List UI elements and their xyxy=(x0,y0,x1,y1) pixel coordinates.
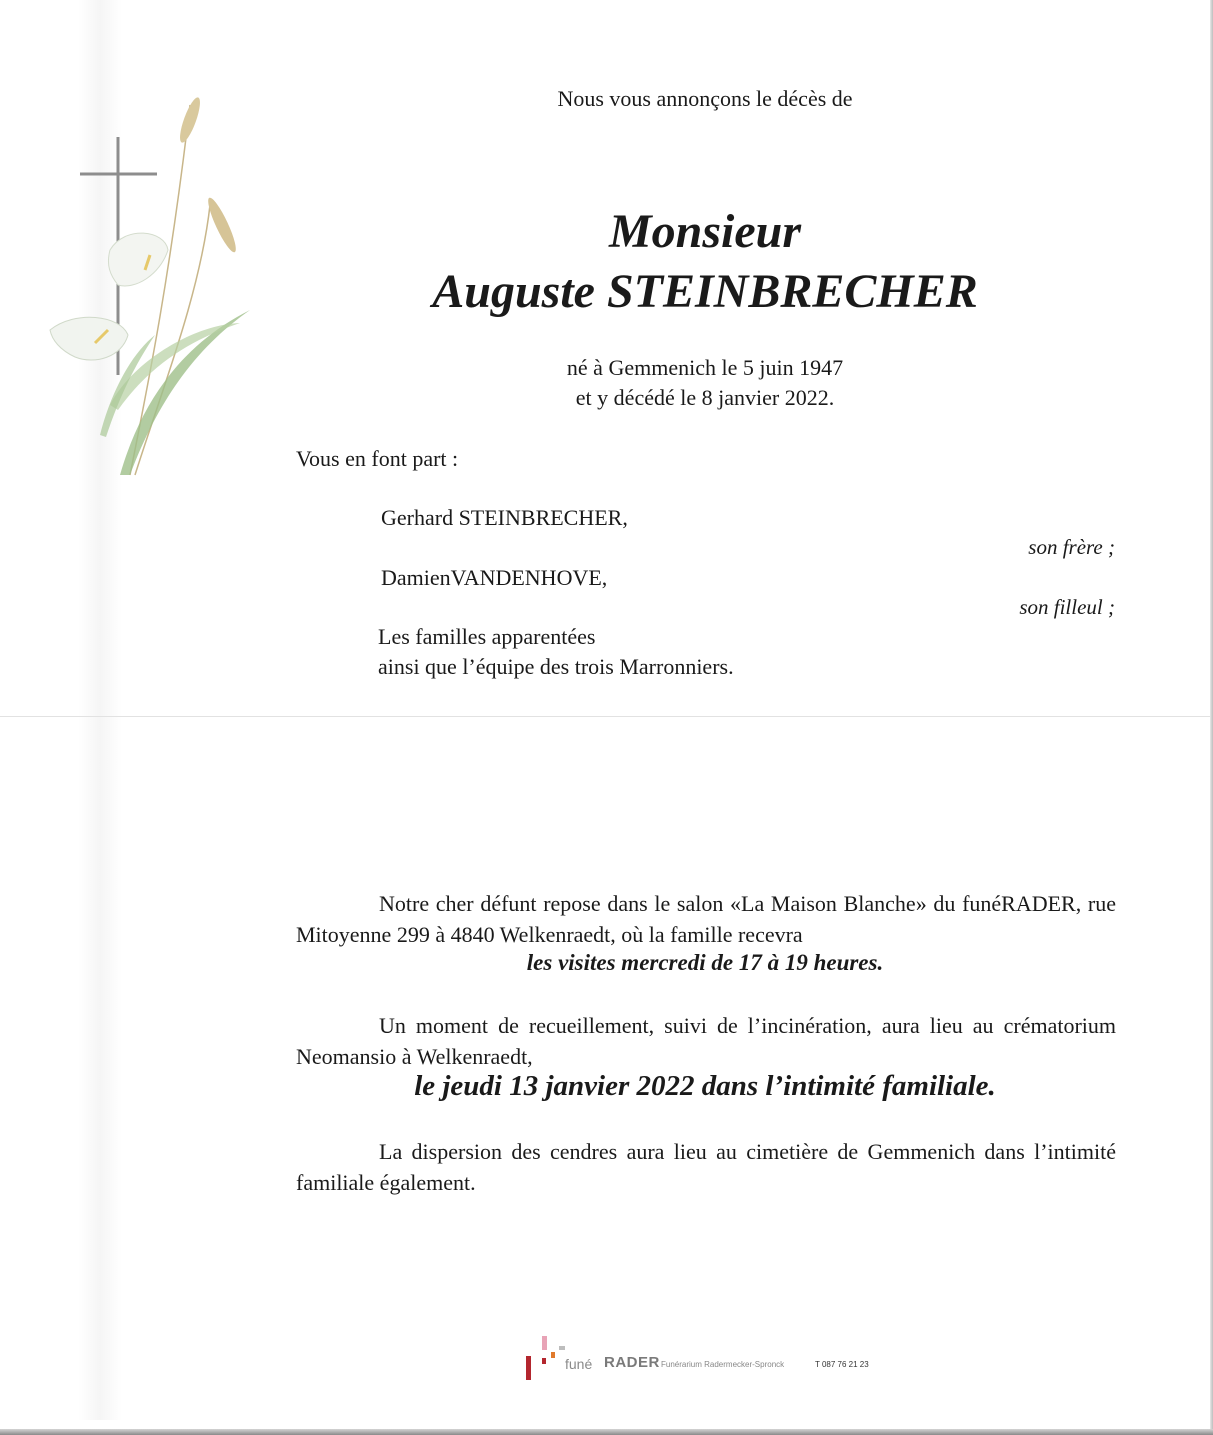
brand-prefix: funé xyxy=(565,1356,593,1372)
brand-phone: T 087 76 21 23 xyxy=(815,1360,869,1369)
related-families: Les familles apparentées xyxy=(378,624,596,649)
logo-bar-red xyxy=(526,1356,531,1380)
announcement-line: Nous vous annonçons le décès de xyxy=(557,86,853,111)
logo-bar-dark xyxy=(542,1358,546,1364)
visitation-paragraph: Notre cher défunt repose dans le salon «La Maison Blanche» du funéRADER, rue Mitoyenne 299 à 4840 Welkenraedt, où la famille recevra xyxy=(296,891,1116,947)
brand-subtitle: Funérarium Radermecker-Spronck xyxy=(661,1360,785,1369)
announcers-label: Vous en font part : xyxy=(296,446,459,471)
ceremony-date: le jeudi 13 janvier 2022 dans l’intimité familiale. xyxy=(414,1070,996,1102)
birth-line: né à Gemmenich le 5 juin 1947 xyxy=(566,355,844,380)
visitation-hours: les visites mercredi de 17 à 19 heures. xyxy=(526,950,884,975)
page-edge-bottom xyxy=(0,1429,1213,1435)
family-member-relation: son frère ; xyxy=(1028,535,1115,559)
ash-dispersion-paragraph: La dispersion des cendres aura lieu au cimetière de Gemmenich dans l’intimité familiale également. xyxy=(296,1139,1116,1195)
fold-line xyxy=(0,716,1213,717)
honorific: Monsieur xyxy=(608,205,802,258)
family-member-relation: son filleul ; xyxy=(1019,595,1115,619)
deceased-name: Auguste STEINBRECHER xyxy=(432,265,978,318)
ceremony-paragraph: Un moment de recueillement, suivi de l’incinération, aura lieu au crématorium Neomansio à Welkenraedt, xyxy=(296,1013,1116,1069)
care-team: ainsi que l’équipe des trois Marronniers. xyxy=(378,654,734,679)
family-member-name: DamienVANDENHOVE, xyxy=(381,565,608,590)
death-line: et y décédé le 8 janvier 2022. xyxy=(575,385,835,410)
logo-bar-orange xyxy=(551,1352,555,1358)
family-member-name: Gerhard STEINBRECHER, xyxy=(381,505,628,530)
funeral-home-logo xyxy=(524,1334,924,1384)
brand-name: RADER xyxy=(604,1354,660,1371)
logo-bar-grey xyxy=(559,1346,565,1350)
logo-bar-pink xyxy=(542,1336,547,1350)
